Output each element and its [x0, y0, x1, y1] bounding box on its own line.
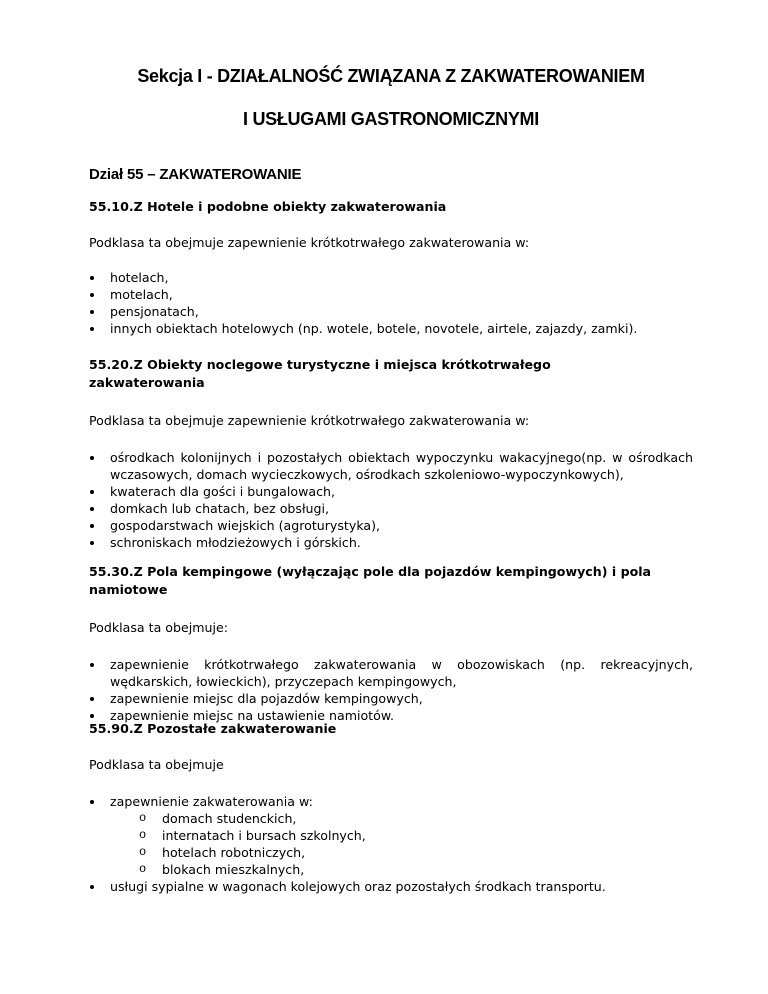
list-item: motelach,	[89, 286, 693, 303]
section-intro: Podklasa ta obejmuje	[89, 757, 224, 772]
list-item: schroniskach młodzieżowych i górskich.	[89, 534, 693, 551]
section-55-90	[89, 720, 693, 895]
list-item: pensjonatach,	[89, 303, 693, 320]
section-heading: 55.90.Z Pozostałe zakwaterowanie	[89, 721, 337, 736]
section-55-30	[89, 563, 693, 724]
list-item: hotelach,	[89, 269, 693, 286]
section-intro: Podklasa ta obejmuje:	[89, 620, 228, 635]
sub-list-item: o internatach i bursach szkolnych,	[89, 827, 693, 844]
bullet-list	[89, 656, 693, 724]
sub-list-item: o hotelach robotniczych,	[89, 844, 693, 861]
section-55-10	[89, 198, 693, 337]
document-title-line1: Sekcja I - DZIAŁALNOŚĆ ZWIĄZANA Z ZAKWATEROWANIEM	[137, 66, 645, 86]
list-item: gospodarstwach wiejskich (agroturystyka),	[89, 517, 693, 534]
list-item: zapewnienie miejsc na ustawienie namiotów.	[89, 707, 693, 724]
list-item: zapewnienie miejsc dla pojazdów kempingowych,	[89, 690, 693, 707]
division-heading: Dział 55 – ZAKWATEROWANIE	[89, 166, 302, 183]
section-intro: Podklasa ta obejmuje zapewnienie krótkotrwałego zakwaterowania w:	[89, 413, 530, 428]
list-item: domkach lub chatach, bez obsługi,	[89, 500, 693, 517]
list-item: kwaterach dla gości i bungalowach,	[89, 483, 693, 500]
bullet-list	[89, 269, 693, 337]
bullet-list	[89, 793, 693, 895]
section-heading: 55.10.Z Hotele i podobne obiekty zakwaterowania	[89, 199, 447, 214]
list-item: zapewnienie krótkotrwałego zakwaterowania w obozowiskach (np. rekreacyjnych, wędkarskich, łowieckich), przyczepach kempingowych,	[89, 656, 693, 690]
section-intro: Podklasa ta obejmuje zapewnienie krótkotrwałego zakwaterowania w:	[89, 235, 530, 250]
section-55-20	[89, 356, 693, 551]
list-item: ośrodkach kolonijnych i pozostałych obiektach wypoczynku wakacyjnego(np. w ośrodkach wczasowych, domach wycieczkowych, ośrodkach szkoleniowo-wypoczynkowych),	[89, 449, 693, 483]
list-item	[89, 793, 693, 878]
section-heading: 55.30.Z Pola kempingowe (wyłączając pole dla pojazdów kempingowych) i pola namiotowe	[89, 564, 652, 597]
bullet-list	[89, 449, 693, 551]
sub-list	[89, 810, 693, 878]
document-title-line2: I USŁUGAMI GASTRONOMICZNYMI	[243, 109, 539, 129]
sub-list-item: o domach studenckich,	[89, 810, 693, 827]
sub-list-item: o blokach mieszkalnych,	[89, 861, 693, 878]
list-item: innych obiektach hotelowych (np. wotele, botele, novotele, airtele, zajazdy, zamki).	[89, 320, 693, 337]
section-heading: 55.20.Z Obiekty noclegowe turystyczne i miejsca krótkotrwałego zakwaterowania	[89, 357, 551, 390]
list-item: usługi sypialne w wagonach kolejowych oraz pozostałych środkach transportu.	[89, 878, 693, 895]
list-item-text: zapewnienie zakwaterowania w:	[110, 794, 313, 809]
